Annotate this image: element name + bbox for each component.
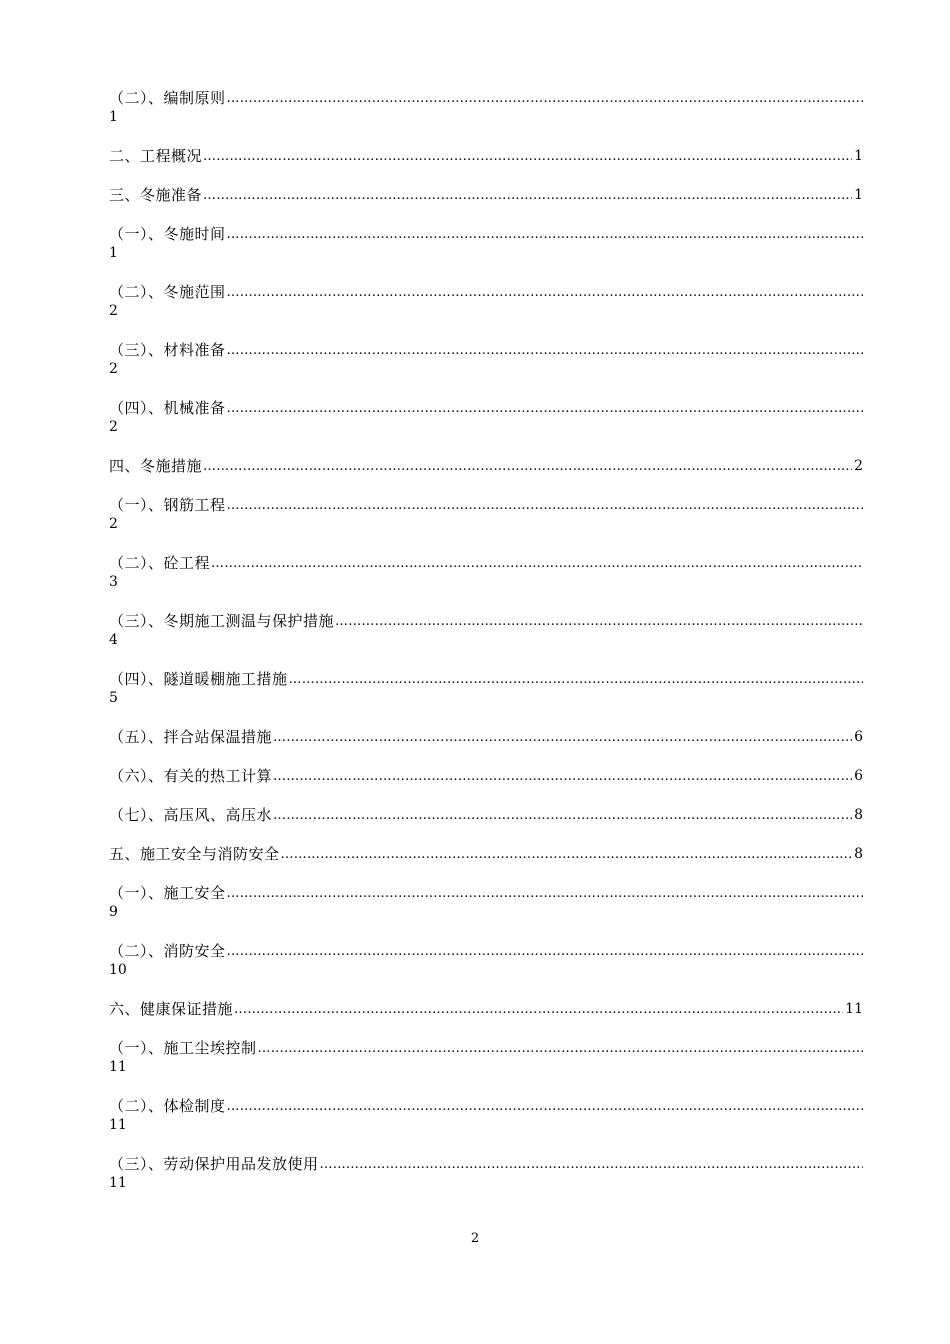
- toc-entry-title: （一）、施工尘埃控制: [109, 1039, 257, 1057]
- toc-entry-page-number: 1: [109, 245, 118, 261]
- dot-leader: [226, 283, 863, 302]
- toc-entry-title: （六）、有关的热工计算: [109, 767, 273, 785]
- toc-entry[interactable]: [109, 283, 863, 321]
- toc-entry-title: （二）、消防安全: [109, 942, 226, 960]
- toc-entry-line: [109, 670, 863, 689]
- toc-entry[interactable]: [109, 399, 863, 437]
- toc-entry-page-number: 8: [854, 846, 863, 862]
- dot-leader: [319, 1155, 863, 1174]
- dot-leader: [233, 1000, 843, 1019]
- toc-entry-line: [109, 89, 863, 108]
- toc-entry[interactable]: [109, 670, 863, 708]
- toc-entry-line: [109, 283, 863, 302]
- toc-entry-page-number: 1: [109, 109, 118, 125]
- toc-entry-line: [109, 942, 863, 961]
- toc-entry-title: 五、施工安全与消防安全: [109, 845, 280, 863]
- toc-entry-title: （一）、钢筋工程: [109, 496, 226, 514]
- toc-entry[interactable]: [109, 554, 863, 592]
- toc-entry-line: [109, 457, 863, 476]
- toc-entry-line: [109, 1039, 863, 1058]
- toc-entry-title: 二、工程概况: [109, 147, 203, 165]
- dot-leader: [226, 341, 863, 360]
- toc-entry-line: [109, 845, 863, 864]
- toc-entry-page-number: 11: [109, 1117, 127, 1133]
- toc-entry-page-number: 11: [109, 1175, 127, 1191]
- toc-entry-page-number: 10: [109, 962, 127, 978]
- toc-entry-title: （二）、体检制度: [109, 1097, 226, 1115]
- toc-entry-page-number: 6: [854, 729, 863, 745]
- toc-entry[interactable]: [109, 147, 863, 166]
- toc-entry-line: [109, 728, 863, 747]
- toc-entry-line: [109, 225, 863, 244]
- toc-entry-title: （二）、冬施范围: [109, 283, 226, 301]
- dot-leader: [210, 554, 863, 573]
- toc-entry-line: [109, 399, 863, 418]
- toc-entry[interactable]: [109, 186, 863, 205]
- dot-leader: [202, 186, 852, 205]
- table-of-contents: [109, 89, 863, 1213]
- dot-leader: [226, 399, 863, 418]
- toc-entry-page-number: 8: [854, 807, 863, 823]
- toc-entry[interactable]: [109, 845, 863, 864]
- dot-leader: [202, 147, 852, 166]
- toc-entry[interactable]: [109, 612, 863, 650]
- dot-leader: [226, 884, 863, 903]
- dot-leader: [272, 767, 852, 786]
- toc-entry[interactable]: [109, 457, 863, 476]
- dot-leader: [288, 670, 863, 689]
- toc-entry-line: [109, 554, 863, 573]
- dot-leader: [202, 457, 852, 476]
- toc-entry-page-number: 2: [109, 419, 118, 435]
- toc-entry[interactable]: [109, 884, 863, 922]
- toc-entry-title: （三）、冬期施工测温与保护措施: [109, 612, 335, 630]
- toc-entry-title: （二）、砼工程: [109, 554, 211, 572]
- toc-entry-line: [109, 806, 863, 825]
- toc-entry-title: 六、健康保证措施: [109, 1000, 234, 1018]
- toc-entry[interactable]: [109, 89, 863, 127]
- toc-entry-page-number: 1: [854, 187, 863, 203]
- toc-entry-line: [109, 1000, 863, 1019]
- toc-entry-title: （七）、高压风、高压水: [109, 806, 273, 824]
- dot-leader: [280, 845, 853, 864]
- dot-leader: [226, 496, 863, 515]
- toc-entry[interactable]: [109, 767, 863, 786]
- toc-entry-page-number: 5: [109, 690, 118, 706]
- toc-entry[interactable]: [109, 1039, 863, 1077]
- toc-entry-page-number: 2: [109, 516, 118, 532]
- dot-leader: [257, 1039, 863, 1058]
- toc-entry-page-number: 9: [109, 904, 118, 920]
- toc-entry-page-number: 1: [854, 148, 863, 164]
- toc-entry-line: [109, 147, 863, 166]
- toc-entry-title: （五）、拌合站保温措施: [109, 728, 273, 746]
- toc-entry[interactable]: [109, 225, 863, 263]
- toc-entry[interactable]: [109, 728, 863, 747]
- toc-entry-title: （一）、冬施时间: [109, 225, 226, 243]
- toc-entry-page-number: 11: [109, 1059, 127, 1075]
- toc-entry-title: （四）、隧道暖棚施工措施: [109, 670, 288, 688]
- toc-entry-title: （四）、机械准备: [109, 399, 226, 417]
- toc-entry-line: [109, 186, 863, 205]
- dot-leader: [334, 612, 863, 631]
- toc-entry[interactable]: [109, 806, 863, 825]
- toc-entry-page-number: 2: [854, 458, 863, 474]
- toc-entry-page-number: 2: [109, 361, 118, 377]
- dot-leader: [272, 728, 852, 747]
- toc-entry-title: （二）、编制原则: [109, 89, 226, 107]
- toc-entry-line: [109, 1097, 863, 1116]
- toc-entry-line: [109, 1155, 863, 1174]
- toc-entry[interactable]: [109, 496, 863, 534]
- dot-leader: [226, 942, 863, 961]
- toc-entry-title: （一）、施工安全: [109, 884, 226, 902]
- toc-entry-line: [109, 767, 863, 786]
- toc-entry-title: 三、冬施准备: [109, 186, 203, 204]
- dot-leader: [226, 1097, 863, 1116]
- page-number: 2: [470, 1231, 480, 1246]
- toc-entry[interactable]: [109, 341, 863, 379]
- toc-entry-title: （三）、劳动保护用品发放使用: [109, 1155, 319, 1173]
- toc-entry-page-number: 11: [845, 1001, 863, 1017]
- toc-entry-line: [109, 612, 863, 631]
- dot-leader: [226, 225, 863, 244]
- toc-entry-line: [109, 341, 863, 360]
- dot-leader: [272, 806, 852, 825]
- toc-entry-page-number: 6: [854, 768, 863, 784]
- toc-entry-page-number: 4: [109, 632, 118, 648]
- toc-entry-page-number: 3: [109, 574, 118, 590]
- toc-entry-title: （三）、材料准备: [109, 341, 226, 359]
- toc-entry[interactable]: [109, 1097, 863, 1135]
- toc-entry[interactable]: [109, 1000, 863, 1019]
- toc-entry[interactable]: [109, 1155, 863, 1193]
- toc-entry-line: [109, 884, 863, 903]
- toc-entry-line: [109, 496, 863, 515]
- toc-entry-page-number: 2: [109, 303, 118, 319]
- toc-entry[interactable]: [109, 942, 863, 980]
- toc-entry-title: 四、冬施措施: [109, 457, 203, 475]
- dot-leader: [226, 89, 863, 108]
